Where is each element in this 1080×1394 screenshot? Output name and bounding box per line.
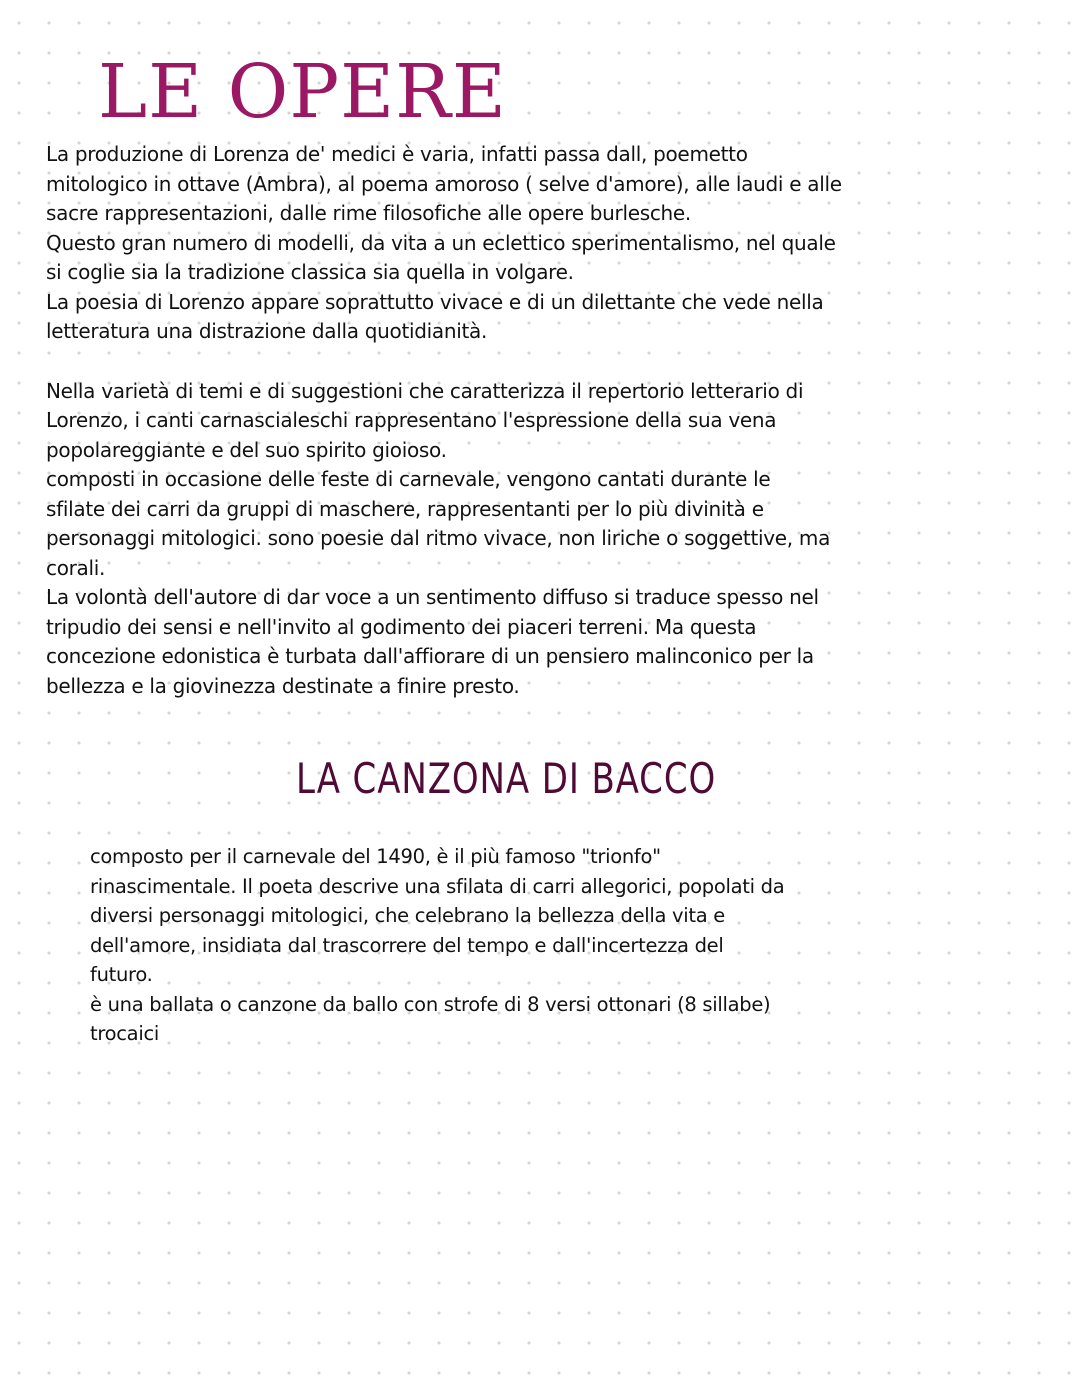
text-line: composto per il carnevale del 1490, è il più famoso "trionfo" <box>90 845 661 868</box>
text-line: concezione edonistica è turbata dall'affiorare di un pensiero malinconico per la <box>46 644 814 668</box>
text-line: Lorenzo, i canti carnascialeschi rappresentano l'espressione della sua vena <box>46 408 777 432</box>
paragraph-2 <box>46 377 1046 702</box>
text-line: dell'amore, insidiata dal trascorrere del tempo e dall'incertezza del <box>90 933 724 957</box>
text-line: si coglie sia la tradizione classica sia quella in volgare. <box>46 260 574 284</box>
text-line: mitologico in ottave (Ambra), al poema amoroso ( selve d'amore), alle laudi e alle <box>46 171 842 196</box>
text-line: composti in occasione delle feste di carnevale, vengono cantati durante le <box>46 467 771 491</box>
text-line: personaggi mitologici. sono poesie dal ritmo vivace, non liriche o soggettive, ma <box>46 526 831 550</box>
paragraph-1 <box>46 140 1046 347</box>
text-line: bellezza e la giovinezza destinate a finire presto. <box>46 673 520 698</box>
text-line: La volontà dell'autore di dar voce a un sentimento diffuso si traduce spesso nel <box>46 585 819 609</box>
intro-text <box>46 140 1046 701</box>
text-line: è una ballata o canzone da ballo con strofe di 8 versi ottonari (8 sillabe) <box>90 992 771 1016</box>
section-title: LA CANZONA DI BACCO <box>296 754 717 803</box>
text-line: corali. <box>46 555 106 580</box>
text-line: sacre rappresentazioni, dalle rime filosofiche alle opere burlesche. <box>46 201 691 225</box>
text-line: trocaici <box>90 1022 159 1045</box>
text-line: La poesia di Lorenzo appare soprattutto vivace e di un dilettante che vede nella <box>46 289 824 314</box>
text-line: rinascimentale. Il poeta descrive una sfilata di carri allegorici, popolati da <box>90 874 785 898</box>
text-line: La produzione di Lorenza de' medici è varia, infatti passa dall, poemetto <box>46 142 748 166</box>
text-line: popolareggiante e del suo spirito gioioso. <box>46 437 447 462</box>
section-text <box>90 842 1040 1049</box>
text-line: Nella varietà di temi e di suggestioni che caratterizza il repertorio letterario di <box>46 378 804 403</box>
text-line: tripudio dei sensi e nell'invito al godimento dei piaceri terreni. Ma questa <box>46 614 757 639</box>
text-line: diversi personaggi mitologici, che celebrano la bellezza della vita e <box>90 904 725 927</box>
page-title: LE OPERE <box>98 49 507 135</box>
text-line: futuro. <box>90 963 153 986</box>
text-line: sfilate dei carri da gruppi di maschere, rappresentanti per lo più divinità e <box>46 496 764 521</box>
text-line: Questo gran numero di modelli, da vita a un eclettico sperimentalismo, nel quale <box>46 230 836 255</box>
paragraph-gap <box>46 347 1046 377</box>
text-line: letteratura una distrazione dalla quotidianità. <box>46 319 488 343</box>
